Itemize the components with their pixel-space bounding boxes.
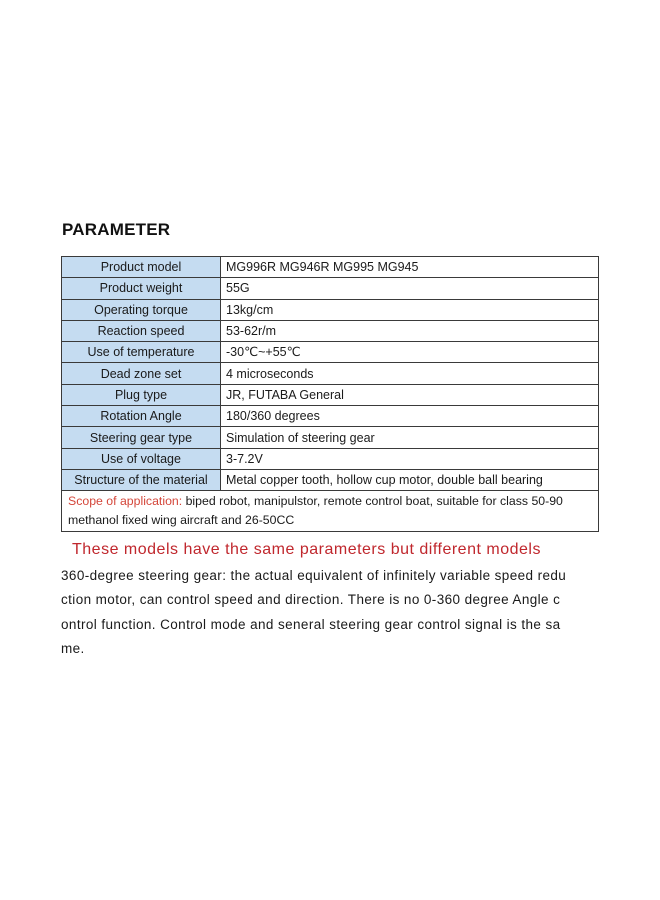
parameter-value: -30℃~+55℃ xyxy=(221,342,599,363)
description-paragraph xyxy=(61,564,606,661)
parameter-label: Rotation Angle xyxy=(62,406,221,427)
parameter-value: 4 microseconds xyxy=(221,363,599,384)
parameter-value: Metal copper tooth, hollow cup motor, double ball bearing xyxy=(221,469,599,490)
table-row xyxy=(62,363,599,384)
table-row xyxy=(62,299,599,320)
table-row xyxy=(62,384,599,405)
parameter-label: Structure of the material xyxy=(62,469,221,490)
description-line: ction motor, can control speed and direction. There is no 0-360 degree Angle c xyxy=(61,592,561,608)
parameter-label: Product model xyxy=(62,257,221,278)
parameter-label: Use of voltage xyxy=(62,448,221,469)
parameter-label: Steering gear type xyxy=(62,427,221,448)
parameter-value: 3-7.2V xyxy=(221,448,599,469)
table-row xyxy=(62,320,599,341)
page-title: PARAMETER xyxy=(62,220,171,239)
models-notice: These models have the same parameters but different models xyxy=(72,541,541,558)
parameter-value: 53-62r/m xyxy=(221,320,599,341)
parameter-label: Use of temperature xyxy=(62,342,221,363)
table-row xyxy=(62,257,599,278)
parameter-value: Simulation of steering gear xyxy=(221,427,599,448)
scope-text: biped robot, manipulstor, remote control boat, suitable for class 50-90 methanol fixed wing aircraft and 26-50CC xyxy=(68,494,563,528)
parameter-label: Dead zone set xyxy=(62,363,221,384)
table-row xyxy=(62,469,599,490)
parameter-label: Plug type xyxy=(62,384,221,405)
parameter-table xyxy=(61,256,599,532)
parameter-label: Operating torque xyxy=(62,299,221,320)
description-line: ontrol function. Control mode and seneral steering gear control signal is the sa xyxy=(61,616,561,632)
description-line: me. xyxy=(61,640,85,656)
description-line: 360-degree steering gear: the actual equivalent of infinitely variable speed redu xyxy=(61,568,567,583)
parameter-value: 13kg/cm xyxy=(221,299,599,320)
parameter-value: JR, FUTABA General xyxy=(221,384,599,405)
table-row xyxy=(62,406,599,427)
parameter-label: Reaction speed xyxy=(62,320,221,341)
parameter-value: MG996R MG946R MG995 MG945 xyxy=(221,257,599,278)
scope-label: Scope of application: xyxy=(68,494,183,509)
parameter-value: 180/360 degrees xyxy=(221,406,599,427)
table-row xyxy=(62,448,599,469)
table-row xyxy=(62,427,599,448)
scope-of-application xyxy=(62,491,599,532)
parameter-label: Product weight xyxy=(62,278,221,299)
parameter-value: 55G xyxy=(221,278,599,299)
table-row xyxy=(62,278,599,299)
table-row xyxy=(62,342,599,363)
scope-row xyxy=(62,491,599,532)
